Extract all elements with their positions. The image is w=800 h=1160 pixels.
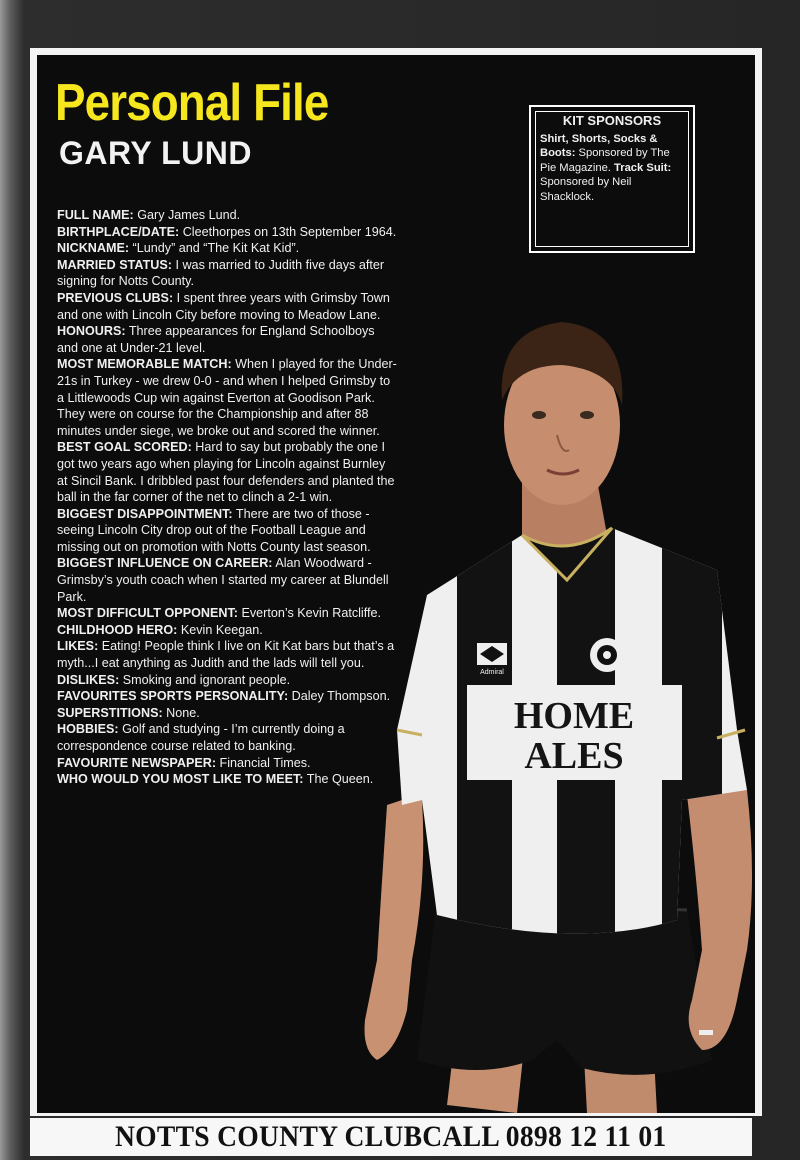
- kit-sponsors-label-2: Track Suit:: [614, 161, 672, 174]
- fact-label: FAVOURITES SPORTS PERSONALITY:: [57, 689, 289, 704]
- fact-most-like-to-meet: [57, 771, 399, 788]
- profile-panel: [37, 55, 755, 1113]
- personal-facts: [57, 207, 399, 788]
- fact-biggest-influence: [57, 555, 399, 605]
- clubcall-footer: [30, 1118, 752, 1156]
- fact-value: I was married to Judith five days after signing for Notts County.: [57, 257, 385, 289]
- fact-hobbies: [57, 721, 399, 754]
- fact-honours: [57, 323, 399, 356]
- fact-childhood-hero: [57, 622, 399, 639]
- kit-sponsors-label-1: Shirt, Shorts, Socks & Boots:: [540, 132, 658, 159]
- right-arm: [687, 790, 752, 1050]
- fact-label: MOST DIFFICULT OPPONENT:: [57, 606, 238, 621]
- fact-label: FAVOURITE NEWSPAPER:: [57, 755, 217, 770]
- fact-label: PREVIOUS CLUBS:: [57, 290, 174, 305]
- fact-label: BEST GOAL SCORED:: [57, 440, 192, 455]
- fact-value: Golf and studying - I’m currently doing a correspondence course related to banking.: [57, 722, 345, 753]
- clubcall-text: NOTTS COUNTY CLUBCALL 0898 12 11 01: [115, 1120, 667, 1153]
- fact-value: Gary James Lund.: [133, 208, 241, 222]
- kit-sponsors-value-2: Sponsored by Neil Shacklock.: [540, 176, 632, 203]
- player-head: [502, 322, 623, 505]
- fact-label: BIGGEST INFLUENCE ON CAREER:: [57, 556, 273, 571]
- shirt-sponsor-line-2: ALES: [524, 735, 624, 777]
- fact-label: HOBBIES:: [57, 722, 119, 737]
- kit-sponsors-text: [540, 132, 684, 205]
- fact-value: When I played for the Under-21s in Turkey - we drew 0-0 - and when I helped Grimsby to a Littlewoods Cup win against Everton at Goodison Park. They were on course for the Championship and after 88 minutes under siege, we broke out and scored the winner.: [57, 357, 397, 438]
- fact-label: CHILDHOOD HERO:: [57, 622, 178, 637]
- fact-previous-clubs: [57, 290, 399, 323]
- fact-nickname: [57, 240, 399, 257]
- shirt-sponsor-line-1: HOME: [513, 695, 635, 737]
- fact-value: None.: [162, 705, 200, 720]
- kit-sponsors-box: [529, 105, 695, 253]
- kit-sponsors-heading: KIT SPONSORS: [562, 113, 662, 128]
- fact-label: DISLIKES:: [57, 672, 120, 687]
- fact-value: “Lundy” and “The Kit Kat Kid”.: [129, 241, 300, 256]
- fact-value: Everton’s Kevin Ratcliffe.: [237, 606, 382, 621]
- fact-value: Alan Woodward -Grimsby’s youth coach when I started my career at Blundell Park.: [57, 556, 389, 604]
- fact-label: FULL NAME:: [57, 208, 134, 222]
- fact-sports-personality: [57, 688, 399, 705]
- fact-favourite-newspaper: [57, 755, 399, 772]
- kit-maker-logo-icon: [477, 643, 507, 665]
- player-name: GARY LUND: [59, 135, 252, 171]
- fact-value: Eating! People think I live on Kit Kat bars but that’s a myth...I eat anything as Judith and the lads will tell you.: [57, 639, 395, 671]
- fact-full-name: [57, 207, 399, 224]
- fact-label: MARRIED STATUS:: [57, 257, 172, 272]
- fact-value: The Queen.: [303, 772, 374, 787]
- fact-married-status: [57, 257, 399, 290]
- fact-label: WHO WOULD YOU MOST LIKE TO MEET:: [57, 772, 304, 787]
- fact-label: NICKNAME:: [57, 241, 130, 256]
- fact-superstitions: [57, 705, 399, 722]
- fact-value: I spent three years with Grimsby Town and one with Lincoln City before moving to Meadow Lane.: [57, 290, 390, 322]
- ring: [699, 1030, 713, 1035]
- fact-label: SUPERSTITIONS:: [57, 705, 163, 720]
- fact-label: HONOURS:: [57, 324, 126, 339]
- page-title: Personal File: [55, 74, 329, 132]
- fact-label: MOST MEMORABLE MATCH:: [57, 357, 232, 372]
- fact-value: Daley Thompson.: [288, 689, 391, 704]
- left-arm: [365, 800, 424, 1060]
- fact-value: Kevin Keegan.: [177, 622, 263, 637]
- fact-value: Smoking and ignorant people.: [119, 672, 291, 687]
- fact-dislikes: [57, 672, 399, 689]
- fact-label: BIRTHPLACE/DATE:: [57, 224, 180, 239]
- fact-value: There are two of those - seeing Lincoln City drop out of the Football League and missing out on promotion with Notts County last season.: [57, 506, 371, 554]
- fact-value: Financial Times.: [216, 755, 311, 770]
- fact-biggest-disappointment: [57, 506, 399, 556]
- fact-best-goal: [57, 439, 399, 505]
- kit-sponsors-value-1: Sponsored by The Pie Magazine.: [540, 147, 670, 174]
- fact-value: Hard to say but probably the one I got two years ago when playing for Lincoln against Burnley at Sincil Bank. I dribbled past four defenders and planted the ball in the far corner of the net to clinch a 2-1 win.: [57, 440, 395, 505]
- fact-label: BIGGEST DISAPPOINTMENT:: [57, 506, 233, 521]
- kit-maker-name: Admiral: [480, 669, 504, 676]
- fact-likes: [57, 638, 399, 671]
- fact-value: Cleethorpes on 13th September 1964.: [179, 224, 397, 239]
- fact-value: Three appearances for England Schoolboys and one at Under-21 level.: [57, 324, 375, 355]
- club-crest-icon: [590, 638, 624, 672]
- fact-difficult-opponent: [57, 605, 399, 622]
- fact-birthplace: [57, 224, 399, 241]
- fact-memorable-match: [57, 356, 399, 439]
- fact-label: LIKES:: [57, 639, 99, 654]
